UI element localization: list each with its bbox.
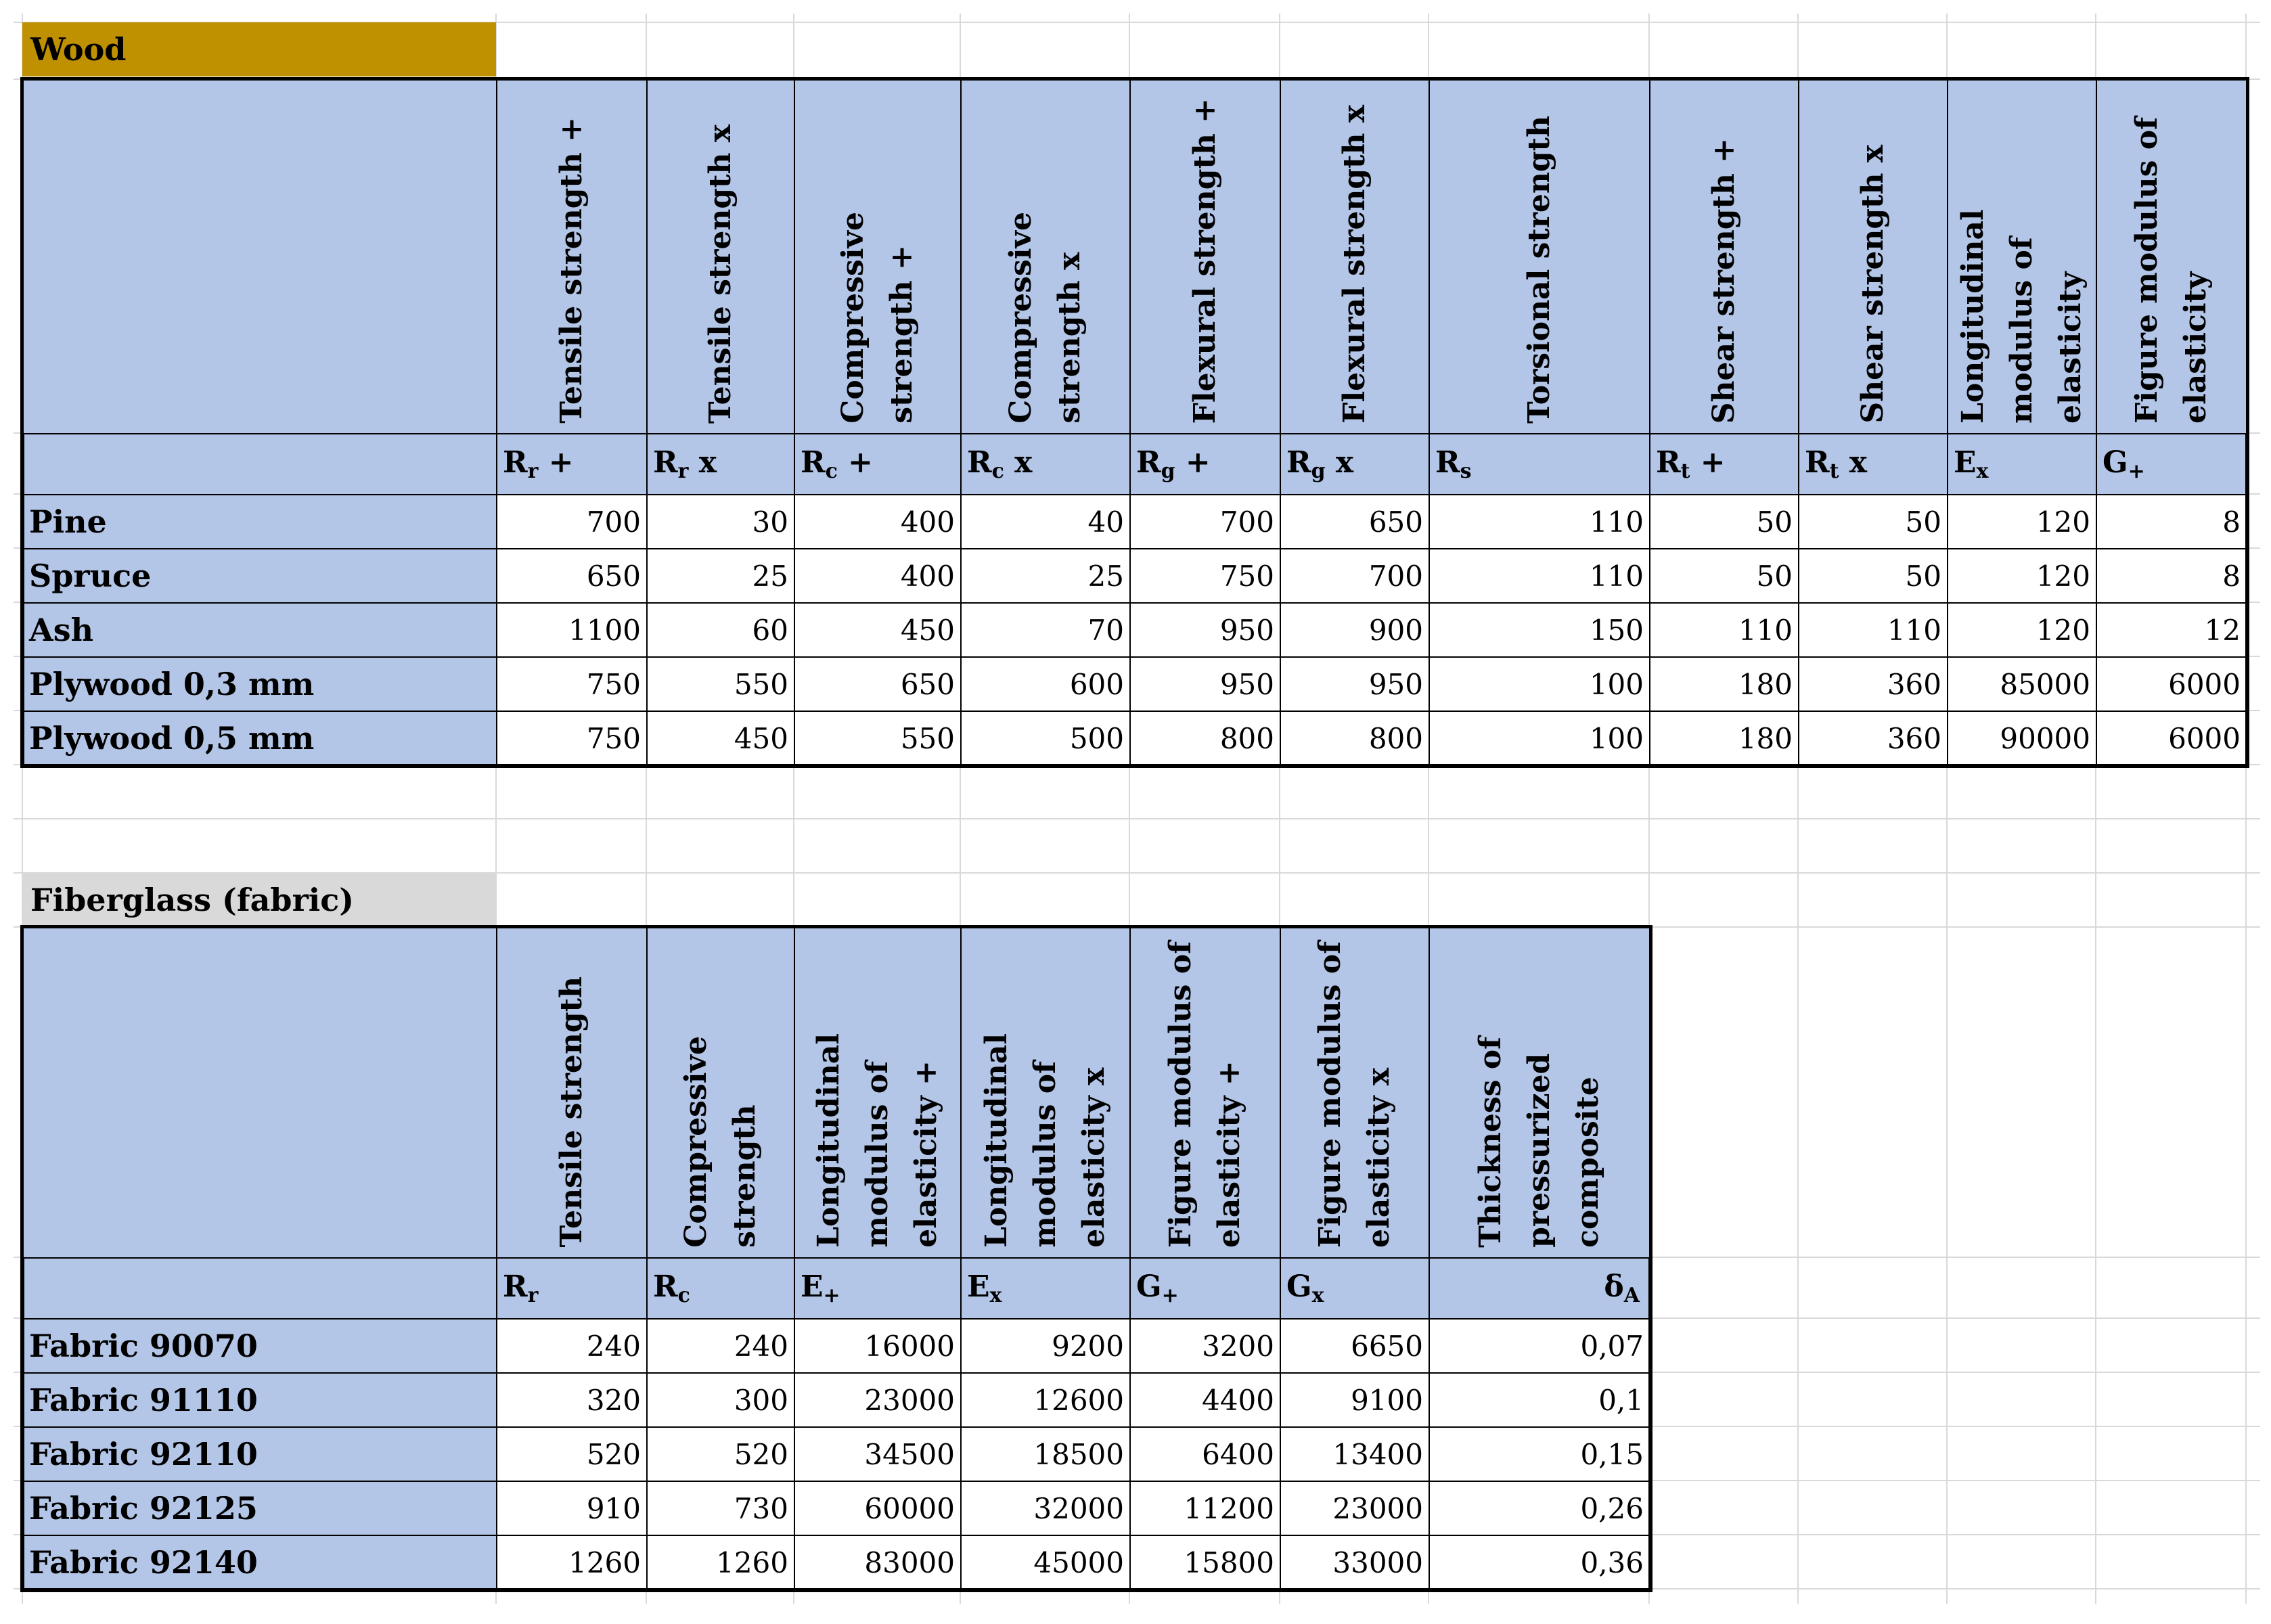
symbol-subscript: g bbox=[1161, 459, 1175, 483]
fiberglass-section-title: Fiberglass (fabric) bbox=[22, 873, 496, 927]
symbol-subscript: r bbox=[677, 459, 689, 483]
wood-value-cell[interactable]: 8 bbox=[2096, 495, 2247, 549]
wood-value-cell[interactable]: 6000 bbox=[2096, 657, 2247, 711]
wood-column-header-label: Shear strength x bbox=[1856, 145, 1890, 424]
fiberglass-value-cell[interactable]: 6650 bbox=[1280, 1319, 1429, 1373]
wood-column-header[interactable] bbox=[1948, 80, 2096, 434]
wood-column-header-label: Compressive strength + bbox=[836, 212, 919, 424]
wood-value-cell[interactable]: 750 bbox=[497, 711, 647, 765]
wood-value-cell[interactable]: 400 bbox=[794, 495, 961, 549]
wood-value-cell[interactable]: 12 bbox=[2096, 603, 2247, 657]
wood-column-header-label: Compressive strength x bbox=[1004, 212, 1087, 424]
wood-section-title: Wood bbox=[22, 22, 496, 76]
fiberglass-value-cell[interactable]: 730 bbox=[647, 1481, 794, 1535]
wood-value-cell[interactable]: 400 bbox=[794, 549, 961, 603]
fiberglass-row-label[interactable]: Fabric 92110 bbox=[23, 1427, 497, 1481]
fiberglass-column-header-label: Longitudinal modulus of elasticity + bbox=[811, 1033, 943, 1248]
wood-symbol-cell[interactable] bbox=[1429, 434, 1650, 495]
fiberglass-symbol-cell[interactable] bbox=[961, 1258, 1130, 1319]
fiberglass-value-cell[interactable]: 34500 bbox=[794, 1427, 961, 1481]
wood-value-cell[interactable]: 800 bbox=[1130, 711, 1280, 765]
wood-value-cell[interactable]: 550 bbox=[794, 711, 961, 765]
symbol-base: E bbox=[801, 1269, 824, 1304]
wood-row-label[interactable]: Ash bbox=[23, 603, 497, 657]
fiberglass-value-cell[interactable]: 3200 bbox=[1130, 1319, 1280, 1373]
wood-value-cell[interactable]: 90000 bbox=[1948, 711, 2096, 765]
wood-value-cell[interactable]: 450 bbox=[647, 711, 794, 765]
symbol-base: R bbox=[967, 445, 992, 480]
symbol-subscript: t bbox=[1680, 459, 1690, 483]
symbol-suffix: + bbox=[1175, 445, 1211, 480]
wood-value-cell[interactable]: 500 bbox=[961, 711, 1130, 765]
fiberglass-symbol-cell[interactable] bbox=[1429, 1258, 1650, 1319]
wood-column-header-label: Shear strength + bbox=[1707, 137, 1741, 424]
fiberglass-value-cell[interactable]: 0,36 bbox=[1429, 1535, 1650, 1589]
fiberglass-value-cell[interactable]: 13400 bbox=[1280, 1427, 1429, 1481]
fiberglass-value-cell[interactable]: 4400 bbox=[1130, 1373, 1280, 1427]
wood-value-cell[interactable]: 50 bbox=[1799, 549, 1948, 603]
fiberglass-value-cell[interactable]: 32000 bbox=[961, 1481, 1130, 1535]
fiberglass-column-header-label: Thickness of pressurized composite bbox=[1473, 1037, 1605, 1248]
symbol-subscript: g bbox=[1311, 459, 1326, 483]
wood-value-cell[interactable]: 360 bbox=[1799, 657, 1948, 711]
wood-column-header[interactable] bbox=[1280, 80, 1429, 434]
symbol-base: R bbox=[1435, 445, 1460, 480]
fiberglass-column-header[interactable] bbox=[647, 928, 794, 1258]
fiberglass-value-cell[interactable]: 0,1 bbox=[1429, 1373, 1650, 1427]
wood-column-header-label: Longitudinal modulus of elasticity bbox=[1956, 209, 2088, 424]
symbol-subscript: + bbox=[2128, 459, 2145, 483]
fiberglass-value-cell[interactable]: 910 bbox=[497, 1481, 647, 1535]
wood-column-header[interactable] bbox=[647, 80, 794, 434]
wood-symbol-cell[interactable] bbox=[497, 434, 647, 495]
fiberglass-table-row bbox=[23, 1481, 1650, 1535]
wood-value-cell[interactable]: 120 bbox=[1948, 495, 2096, 549]
fiberglass-value-cell[interactable]: 11200 bbox=[1130, 1481, 1280, 1535]
symbol-base: R bbox=[1805, 445, 1830, 480]
fiberglass-symbol-cell[interactable] bbox=[497, 1258, 647, 1319]
symbol-suffix: x bbox=[1004, 445, 1033, 480]
fiberglass-value-cell[interactable]: 9200 bbox=[961, 1319, 1130, 1373]
wood-value-cell[interactable]: 450 bbox=[794, 603, 961, 657]
wood-value-cell[interactable]: 100 bbox=[1429, 711, 1650, 765]
wood-value-cell[interactable]: 700 bbox=[1280, 549, 1429, 603]
wood-value-cell[interactable]: 50 bbox=[1650, 495, 1799, 549]
fiberglass-value-cell[interactable]: 0,26 bbox=[1429, 1481, 1650, 1535]
wood-symbol-cell[interactable] bbox=[2096, 434, 2247, 495]
wood-row-label[interactable]: Plywood 0,5 mm bbox=[23, 711, 497, 765]
symbol-subscript: r bbox=[527, 1284, 539, 1307]
fiberglass-value-cell[interactable]: 6400 bbox=[1130, 1427, 1280, 1481]
symbol-base: E bbox=[967, 1269, 990, 1304]
fiberglass-column-header-label: Figure modulus of elasticity + bbox=[1163, 941, 1246, 1248]
symbol-base: R bbox=[653, 445, 678, 480]
fiberglass-table-row bbox=[23, 1535, 1650, 1589]
wood-column-header-label: Tensile strength x bbox=[703, 124, 738, 424]
wood-symbol-cell[interactable] bbox=[1948, 434, 2096, 495]
wood-symbol-cell[interactable] bbox=[647, 434, 794, 495]
symbol-subscript: x bbox=[1976, 459, 1989, 483]
wood-value-cell[interactable]: 50 bbox=[1650, 549, 1799, 603]
symbol-subscript: t bbox=[1829, 459, 1839, 483]
fiberglass-header-corner bbox=[23, 928, 497, 1258]
wood-value-cell[interactable]: 700 bbox=[1130, 495, 1280, 549]
symbol-base: E bbox=[1954, 445, 1977, 480]
fiberglass-value-cell[interactable]: 320 bbox=[497, 1373, 647, 1427]
fiberglass-symbol-corner bbox=[23, 1258, 497, 1319]
symbol-subscript: c bbox=[677, 1284, 690, 1307]
wood-value-cell[interactable]: 1100 bbox=[497, 603, 647, 657]
symbol-base: R bbox=[1286, 445, 1311, 480]
fiberglass-row-label[interactable]: Fabric 90070 bbox=[23, 1319, 497, 1373]
symbol-subscript: c bbox=[991, 459, 1004, 483]
wood-row-label[interactable]: Pine bbox=[23, 495, 497, 549]
wood-column-header[interactable] bbox=[1429, 80, 1650, 434]
fiberglass-table-row bbox=[23, 1319, 1650, 1373]
symbol-suffix: x bbox=[1839, 445, 1867, 480]
wood-symbol-cell[interactable] bbox=[1280, 434, 1429, 495]
fiberglass-row-label[interactable]: Fabric 92125 bbox=[23, 1481, 497, 1535]
wood-value-cell[interactable]: 950 bbox=[1130, 603, 1280, 657]
wood-row-label[interactable]: Spruce bbox=[23, 549, 497, 603]
fiberglass-value-cell[interactable]: 240 bbox=[647, 1319, 794, 1373]
wood-value-cell[interactable]: 100 bbox=[1429, 657, 1650, 711]
wood-value-cell[interactable]: 25 bbox=[961, 549, 1130, 603]
wood-column-header[interactable] bbox=[1130, 80, 1280, 434]
fiberglass-table bbox=[22, 927, 1650, 1590]
symbol-subscript: r bbox=[527, 459, 539, 483]
wood-value-cell[interactable]: 900 bbox=[1280, 603, 1429, 657]
wood-table-row bbox=[23, 657, 2247, 711]
wood-symbol-cell[interactable] bbox=[794, 434, 961, 495]
wood-column-header-label: Figure modulus of elasticity bbox=[2130, 117, 2213, 424]
fiberglass-value-cell[interactable]: 520 bbox=[497, 1427, 647, 1481]
wood-value-cell[interactable]: 180 bbox=[1650, 657, 1799, 711]
wood-column-header[interactable] bbox=[497, 80, 647, 434]
wood-value-cell[interactable]: 120 bbox=[1948, 549, 2096, 603]
wood-table-row bbox=[23, 495, 2247, 549]
wood-value-cell[interactable]: 60 bbox=[647, 603, 794, 657]
symbol-suffix: x bbox=[1325, 445, 1354, 480]
fiberglass-symbol-cell[interactable] bbox=[1280, 1258, 1429, 1319]
fiberglass-symbol-cell[interactable] bbox=[1130, 1258, 1280, 1319]
fiberglass-column-header[interactable] bbox=[961, 928, 1130, 1258]
fiberglass-column-header[interactable] bbox=[497, 928, 647, 1258]
fiberglass-value-cell[interactable]: 16000 bbox=[794, 1319, 961, 1373]
wood-value-cell[interactable]: 70 bbox=[961, 603, 1130, 657]
wood-value-cell[interactable]: 150 bbox=[1429, 603, 1650, 657]
fiberglass-value-cell[interactable]: 300 bbox=[647, 1373, 794, 1427]
wood-value-cell[interactable]: 110 bbox=[1650, 603, 1799, 657]
wood-value-cell[interactable]: 650 bbox=[497, 549, 647, 603]
wood-column-header-label: Torsional strength bbox=[1522, 116, 1556, 424]
wood-value-cell[interactable]: 120 bbox=[1948, 603, 2096, 657]
fiberglass-column-header-label: Figure modulus of elasticity x bbox=[1313, 941, 1396, 1248]
wood-value-cell[interactable]: 600 bbox=[961, 657, 1130, 711]
fiberglass-column-header[interactable] bbox=[1130, 928, 1280, 1258]
wood-value-cell[interactable]: 800 bbox=[1280, 711, 1429, 765]
fiberglass-value-cell[interactable]: 33000 bbox=[1280, 1535, 1429, 1589]
symbol-subscript: + bbox=[823, 1284, 840, 1307]
wood-column-header-label: Flexural strength + bbox=[1188, 97, 1222, 424]
fiberglass-value-cell[interactable]: 240 bbox=[497, 1319, 647, 1373]
fiberglass-value-cell[interactable]: 18500 bbox=[961, 1427, 1130, 1481]
wood-value-cell[interactable]: 40 bbox=[961, 495, 1130, 549]
fiberglass-value-cell[interactable]: 1260 bbox=[647, 1535, 794, 1589]
symbol-base: G bbox=[1136, 1269, 1162, 1304]
wood-symbol-corner bbox=[23, 434, 497, 495]
wood-value-cell[interactable]: 550 bbox=[647, 657, 794, 711]
symbol-base: G bbox=[1286, 1269, 1312, 1304]
wood-table bbox=[22, 79, 2247, 766]
wood-header-corner bbox=[23, 80, 497, 434]
symbol-suffix: x bbox=[688, 445, 717, 480]
symbol-subscript: s bbox=[1460, 459, 1472, 483]
fiberglass-value-cell[interactable]: 0,07 bbox=[1429, 1319, 1650, 1373]
wood-value-cell[interactable]: 180 bbox=[1650, 711, 1799, 765]
fiberglass-column-header[interactable] bbox=[794, 928, 961, 1258]
fiberglass-column-header-label: Longitudinal modulus of elasticity x bbox=[979, 1033, 1111, 1248]
wood-table-row bbox=[23, 603, 2247, 657]
symbol-base: R bbox=[1656, 445, 1681, 480]
symbol-base: R bbox=[801, 445, 826, 480]
fiberglass-table-row bbox=[23, 1427, 1650, 1481]
wood-symbol-cell[interactable] bbox=[961, 434, 1130, 495]
wood-value-cell[interactable]: 30 bbox=[647, 495, 794, 549]
fiberglass-value-cell[interactable]: 15800 bbox=[1130, 1535, 1280, 1589]
wood-table-row bbox=[23, 549, 2247, 603]
wood-value-cell[interactable]: 750 bbox=[1130, 549, 1280, 603]
wood-row-label[interactable]: Plywood 0,3 mm bbox=[23, 657, 497, 711]
symbol-suffix: + bbox=[1690, 445, 1726, 480]
symbol-base: R bbox=[503, 1269, 528, 1304]
fiberglass-value-cell[interactable]: 23000 bbox=[794, 1373, 961, 1427]
symbol-subscript: x bbox=[1311, 1284, 1324, 1307]
symbol-subscript: c bbox=[825, 459, 838, 483]
symbol-base: R bbox=[653, 1269, 678, 1304]
wood-column-header-label: Tensile strength + bbox=[554, 117, 589, 424]
fiberglass-column-header-label: Tensile strength bbox=[554, 976, 589, 1248]
wood-column-header[interactable] bbox=[2096, 80, 2247, 434]
symbol-subscript: x bbox=[989, 1284, 1002, 1307]
wood-column-header[interactable] bbox=[1799, 80, 1948, 434]
wood-value-cell[interactable]: 110 bbox=[1799, 603, 1948, 657]
wood-value-cell[interactable]: 650 bbox=[1280, 495, 1429, 549]
symbol-subscript: A bbox=[1623, 1284, 1640, 1307]
fiberglass-value-cell[interactable]: 1260 bbox=[497, 1535, 647, 1589]
fiberglass-table-row bbox=[23, 1373, 1650, 1427]
fiberglass-value-cell[interactable]: 9100 bbox=[1280, 1373, 1429, 1427]
wood-value-cell[interactable]: 360 bbox=[1799, 711, 1948, 765]
wood-column-header[interactable] bbox=[794, 80, 961, 434]
fiberglass-row-label[interactable]: Fabric 91110 bbox=[23, 1373, 497, 1427]
fiberglass-value-cell[interactable]: 83000 bbox=[794, 1535, 961, 1589]
wood-value-cell[interactable]: 110 bbox=[1429, 495, 1650, 549]
wood-value-cell[interactable]: 85000 bbox=[1948, 657, 2096, 711]
wood-symbol-cell[interactable] bbox=[1799, 434, 1948, 495]
symbol-base: δ bbox=[1604, 1269, 1624, 1304]
wood-column-header[interactable] bbox=[1650, 80, 1799, 434]
wood-value-cell[interactable]: 110 bbox=[1429, 549, 1650, 603]
fiberglass-column-header[interactable] bbox=[1429, 928, 1650, 1258]
wood-value-cell[interactable]: 750 bbox=[497, 657, 647, 711]
symbol-base: G bbox=[2103, 445, 2128, 480]
wood-value-cell[interactable]: 650 bbox=[794, 657, 961, 711]
wood-column-header[interactable] bbox=[961, 80, 1130, 434]
fiberglass-column-header[interactable] bbox=[1280, 928, 1429, 1258]
fiberglass-value-cell[interactable]: 12600 bbox=[961, 1373, 1130, 1427]
fiberglass-value-cell[interactable]: 0,15 bbox=[1429, 1427, 1650, 1481]
fiberglass-symbol-cell[interactable] bbox=[647, 1258, 794, 1319]
fiberglass-value-cell[interactable]: 23000 bbox=[1280, 1481, 1429, 1535]
fiberglass-column-header-label: Compressive strength bbox=[679, 1036, 762, 1248]
wood-column-header-label: Flexural strength x bbox=[1337, 105, 1372, 424]
fiberglass-value-cell[interactable]: 60000 bbox=[794, 1481, 961, 1535]
wood-symbol-cell[interactable] bbox=[1130, 434, 1280, 495]
wood-value-cell[interactable]: 950 bbox=[1130, 657, 1280, 711]
symbol-base: R bbox=[503, 445, 528, 480]
symbol-base: R bbox=[1136, 445, 1161, 480]
fiberglass-row-label[interactable]: Fabric 92140 bbox=[23, 1535, 497, 1589]
wood-value-cell[interactable]: 25 bbox=[647, 549, 794, 603]
wood-symbol-cell[interactable] bbox=[1650, 434, 1799, 495]
fiberglass-value-cell[interactable]: 45000 bbox=[961, 1535, 1130, 1589]
symbol-suffix: + bbox=[538, 445, 574, 480]
fiberglass-value-cell[interactable]: 520 bbox=[647, 1427, 794, 1481]
symbol-suffix: + bbox=[837, 445, 874, 480]
wood-value-cell[interactable]: 6000 bbox=[2096, 711, 2247, 765]
wood-value-cell[interactable]: 50 bbox=[1799, 495, 1948, 549]
fiberglass-symbol-cell[interactable] bbox=[794, 1258, 961, 1319]
symbol-subscript: + bbox=[1161, 1284, 1179, 1307]
wood-value-cell[interactable]: 8 bbox=[2096, 549, 2247, 603]
wood-value-cell[interactable]: 700 bbox=[497, 495, 647, 549]
wood-table-row bbox=[23, 711, 2247, 765]
wood-value-cell[interactable]: 950 bbox=[1280, 657, 1429, 711]
